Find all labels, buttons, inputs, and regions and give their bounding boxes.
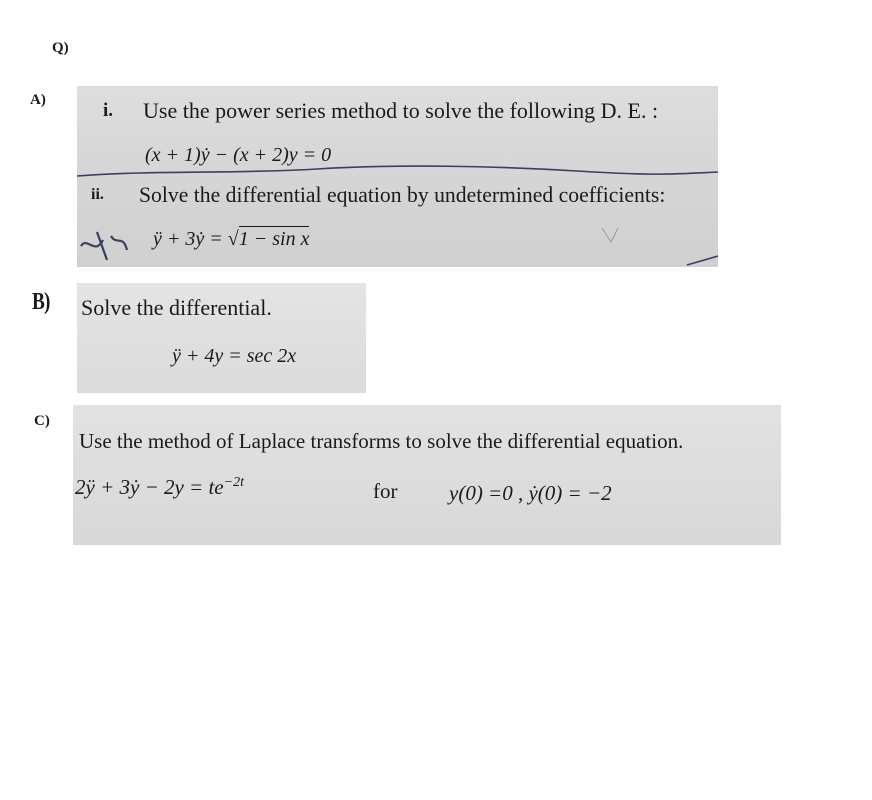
section-c-equation [75,475,244,500]
part-i-number: i. [103,100,114,121]
part-ii-equation-lhs: ÿ + 3ẏ = [153,228,228,250]
section-b-equation: ÿ + 4y = sec 2x [172,345,297,367]
part-ii-equation-sqrt: 1 − sin x [238,228,310,250]
part-ii-text: Solve the differential equation by undetermined coefficients: [139,182,666,207]
question-label: Q) [52,40,69,56]
part-ii-number: ii. [91,186,104,203]
section-c-equation-exp: −2t [223,475,244,490]
section-c-photo [73,405,781,545]
section-b-label: B) [32,289,50,315]
section-c-label: C) [34,413,50,429]
section-c-text: Use the method of Laplace transforms to solve the differential equation. [79,429,684,453]
part-i-equation-text: (x + 1)ẏ − (x + 2)y = 0 [145,144,332,166]
pen-stroke-line [77,160,718,182]
section-c-initial-conditions: y(0) =0 , ẏ(0) = −2 [449,481,612,505]
section-c-for: for [373,479,398,503]
section-a-label: A) [30,92,46,108]
section-b-text: Solve the differential. [81,295,272,320]
section-c-equation-base: 2ÿ + 3ẏ − 2y = te [75,475,224,499]
section-b-photo [77,283,366,393]
part-i-text: Use the power series method to solve the following D. E. : [143,98,659,123]
part-ii-equation: ÿ + 3ẏ = √1 − sin x [153,228,310,250]
section-a-photo [77,86,718,267]
